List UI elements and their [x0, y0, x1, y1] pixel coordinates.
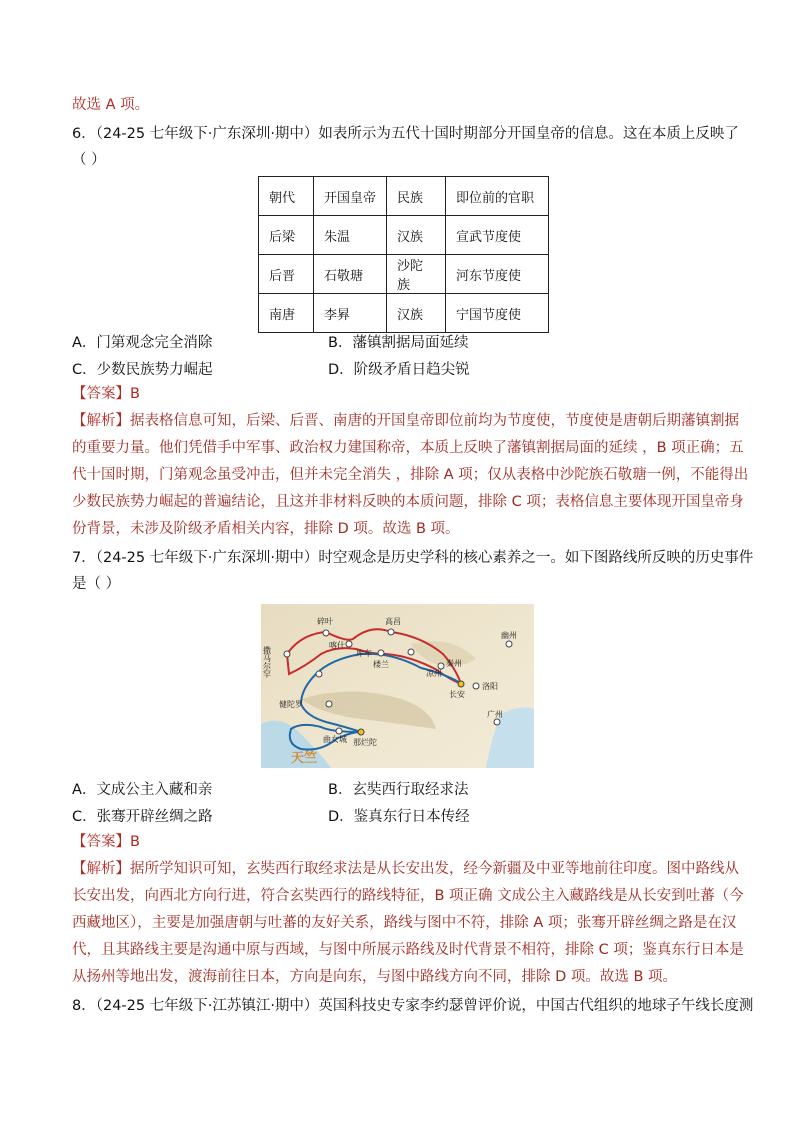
city-marker	[494, 719, 500, 725]
q7-option-b: B．玄奘西行取经求法	[328, 782, 469, 798]
table-cell: 汉族	[387, 294, 446, 333]
map-label: 喀什	[329, 641, 345, 650]
q6-option-c: C．少数民族势力崛起	[72, 362, 213, 378]
q6-option-a: A．门第观念完全消除	[72, 335, 213, 351]
city-marker	[358, 729, 364, 735]
city-marker	[408, 649, 414, 655]
analysis-line: 少数民族势力崛起的普遍结论，且这并非材料反映的本质问题，排除 C 项；表格信息主要体现开国皇帝身	[72, 494, 744, 510]
city-marker	[378, 650, 384, 656]
q6-option-b: B．藩镇割据局面延续	[328, 335, 469, 351]
table-cell: 后梁	[259, 216, 314, 255]
table-row	[259, 216, 549, 255]
answer-value: B	[130, 834, 140, 850]
map-label: 秦州	[446, 659, 462, 668]
table-cell: 后晋	[259, 255, 314, 294]
map-label: 幽州	[501, 631, 517, 640]
q6-stem-line2: （ ）	[72, 152, 106, 168]
q7-option-d: D．鉴真东行日本传经	[328, 809, 470, 825]
table-cell: 汉族	[387, 216, 446, 255]
table-cell: 南唐	[259, 294, 314, 333]
analysis-text: 据所学知识可知，玄奘西行取经求法是从长安出发，经今新疆及中亚等地前往印度。图中路线从	[130, 861, 739, 877]
table-cell: 宁国节度使	[446, 294, 549, 333]
table-header-row	[259, 177, 549, 216]
analysis-line: 代，且其路线主要是沟通中原与西域，与图中所展示路线及时代背景不相符，排除 C 项；鉴真东行日本是	[72, 942, 744, 958]
q6-option-d: D．阶级矛盾日趋尖锐	[328, 362, 470, 378]
map-label: 高昌	[385, 617, 401, 626]
city-marker	[346, 641, 352, 647]
map-label: 洛阳	[482, 682, 498, 691]
table-row	[259, 294, 549, 333]
map-label: 楼兰	[373, 660, 389, 669]
analysis-line	[72, 411, 739, 431]
table-cell: 即位前的官职	[446, 177, 549, 216]
city-marker	[284, 651, 290, 657]
xuanzang-route-map	[261, 604, 534, 768]
map-label: 凉州	[426, 669, 442, 678]
analysis-line: 长安出发，向西北方向行进，符合玄奘西行的路线特征，B 项正确 文成公主入藏路线是从长安到吐蕃（今	[72, 888, 744, 904]
city-marker	[323, 630, 329, 636]
analysis-line: 份背景，未涉及阶级矛盾相关内容，排除 D 项。故选 B 项。	[72, 521, 460, 537]
q7-stem-line2: 是（ ）	[72, 576, 121, 592]
city-marker	[336, 728, 342, 734]
map-label: 库车	[356, 649, 372, 658]
table-cell: 朱温	[314, 216, 387, 255]
map-label: 广州	[487, 710, 503, 719]
q7-option-a: A．文成公主入藏和亲	[72, 782, 213, 798]
answer-tag: 【答案】	[72, 386, 130, 402]
map-label: 天竺	[291, 751, 318, 766]
analysis-text: 据表格信息可知，后梁、后晋、南唐的开国皇帝即位前均为节度使，节度使是唐朝后期藩镇割据	[130, 413, 739, 429]
map-label: 撒马尔罕	[262, 646, 272, 678]
table-cell: 石敬瑭	[314, 255, 387, 294]
q7-stem-line1: 7．（24-25 七年级下·广东深圳·期中）时空观念是历史学科的核心素养之一。如下图路线所反映的历史事件	[72, 550, 754, 566]
q6-info-table	[258, 176, 549, 333]
q6-answer	[72, 384, 140, 404]
q7-option-c: C．张骞开辟丝绸之路	[72, 809, 213, 825]
q7-answer	[72, 832, 140, 852]
q6-stem-line1: 6．（24-25 七年级下·广东深圳·期中）如表所示为五代十国时期部分开国皇帝的信息。这在本质上反映了	[72, 126, 739, 142]
map-label: 碎叶	[317, 617, 333, 626]
analysis-line: 西藏地区），主要是加强唐朝与吐蕃的友好关系，路线与图中不符，排除 A 项；张骞开辟丝绸之路是在汉	[72, 915, 737, 931]
table-row	[259, 255, 549, 294]
city-marker	[506, 641, 512, 647]
map-label: 曲女城	[323, 735, 347, 744]
table-cell: 朝代	[259, 177, 314, 216]
analysis-tag: 【解析】	[72, 861, 130, 877]
map-label: 长安	[449, 690, 465, 699]
analysis-line: 从扬州等地出发，渡海前往日本，方向是向东，与图中路线方向不同，排除 D 项。故选 B 项。	[72, 969, 678, 985]
answer-value: B	[130, 386, 140, 402]
table-cell: 沙陀族	[387, 255, 446, 294]
city-marker	[316, 671, 322, 677]
map-label: 那烂陀	[353, 738, 377, 747]
analysis-line: 代十国时期，门第观念虽受冲击，但并未完全消失 ，排除 A 项；仅从表格中沙陀族石敬瑭一例，不能得出	[72, 467, 749, 483]
prev-answer-line: 故选 A 项。	[72, 97, 150, 113]
map-label: 健陀罗	[279, 700, 303, 709]
city-marker	[326, 701, 332, 707]
analysis-line: 的重要力量。他们凭借手中军事、政治权力建国称帝，本质上反映了藩镇割据局面的延续 ，B 项正确；五	[72, 440, 744, 456]
analysis-line	[72, 859, 739, 879]
answer-tag: 【答案】	[72, 834, 130, 850]
table-cell: 李昪	[314, 294, 387, 333]
city-marker	[473, 683, 479, 689]
city-marker	[458, 681, 464, 687]
analysis-tag: 【解析】	[72, 413, 130, 429]
table-cell: 开国皇帝	[314, 177, 387, 216]
table-cell: 宣武节度使	[446, 216, 549, 255]
city-marker	[388, 629, 394, 635]
table-cell: 河东节度使	[446, 255, 549, 294]
q8-stem-line1: 8．（24-25 七年级下·江苏镇江·期中）英国科技史专家李约瑟曾评价说，中国古代组织的地球子午线长度测	[72, 998, 754, 1014]
table-cell: 民族	[387, 177, 446, 216]
